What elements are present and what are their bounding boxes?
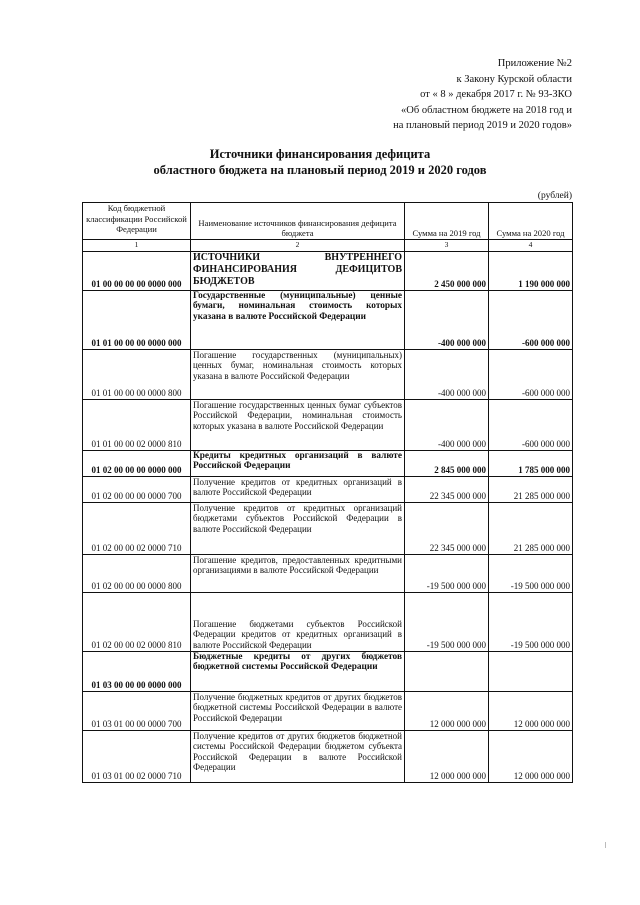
row-name: Получение кредитов от других бюджетов бюджетной системы Российской Федерации бюджетом субъекта Российской Федерации в валюте Российской Федерации xyxy=(191,730,405,782)
header-sum-2020: Сумма на 2020 год xyxy=(489,203,573,240)
row-sum-2020: -600 000 000 xyxy=(489,290,573,349)
table-row xyxy=(83,554,573,592)
row-code: 01 01 00 00 00 0000 800 xyxy=(83,349,191,399)
row-name: Бюджетные кредиты от других бюджетов бюджетной системы Российской Федерации xyxy=(191,651,405,691)
row-name: Погашение государственных ценных бумаг субъектов Российской Федерации, номинальная стоимость которых указана в валюте Российской Федерации xyxy=(191,399,405,450)
row-sum-2020: 21 285 000 000 xyxy=(489,476,573,502)
header-code: Код бюджетной классификации Российской Федерации xyxy=(83,203,191,240)
title-line: областного бюджета на плановый период 2019 и 2020 годов xyxy=(153,163,487,177)
row-sum-2019: 12 000 000 000 xyxy=(405,730,489,782)
row-sum-2019: -400 000 000 xyxy=(405,399,489,450)
appendix-block xyxy=(312,56,572,134)
row-sum-2019: 22 345 000 000 xyxy=(405,502,489,554)
table-row xyxy=(83,349,573,399)
appendix-line: «Об областном бюджете на 2018 год и xyxy=(401,104,572,116)
row-sum-2020: 21 285 000 000 xyxy=(489,502,573,554)
row-sum-2020: -600 000 000 xyxy=(489,399,573,450)
row-sum-2020: 12 000 000 000 xyxy=(489,691,573,730)
header-sum-2019: Сумма на 2019 год xyxy=(405,203,489,240)
table-row xyxy=(83,502,573,554)
row-sum-2019: 2 845 000 000 xyxy=(405,450,489,476)
row-name: Погашение кредитов, предоставленных кредитными организациями в валюте Российской Федерации xyxy=(191,554,405,592)
row-sum-2020: -19 500 000 000 xyxy=(489,554,573,592)
row-name: Кредиты кредитных организаций в валюте Российской Федерации xyxy=(191,450,405,476)
table-row xyxy=(83,450,573,476)
row-sum-2019: 12 000 000 000 xyxy=(405,691,489,730)
row-name: Государственные (муниципальные) ценные бумаги, номинальная стоимость которых указана в валюте Российской Федерации xyxy=(191,290,405,349)
row-code: 01 03 01 00 02 0000 710 xyxy=(83,730,191,782)
column-number: 1 xyxy=(83,240,191,252)
title-line: Источники финансирования дефицита xyxy=(209,147,431,161)
table-row xyxy=(83,290,573,349)
row-code: 01 02 00 00 02 0000 810 xyxy=(83,592,191,651)
appendix-line: на плановый период 2019 и 2020 годов» xyxy=(393,120,572,131)
row-name: Получение кредитов от кредитных организаций в валюте Российской Федерации xyxy=(191,476,405,502)
row-code: 01 02 00 00 02 0000 710 xyxy=(83,502,191,554)
row-sum-2019: -400 000 000 xyxy=(405,290,489,349)
column-number: 3 xyxy=(405,240,489,252)
row-name: ИСТОЧНИКИ ВНУТРЕННЕГО ФИНАНСИРОВАНИЯ ДЕФИЦИТОВ БЮДЖЕТОВ xyxy=(191,251,405,290)
row-code: 01 03 01 00 00 0000 700 xyxy=(83,691,191,730)
row-sum-2019 xyxy=(405,651,489,691)
row-sum-2020: 1 190 000 000 xyxy=(489,251,573,290)
row-name: Получение бюджетных кредитов от других бюджетов бюджетной системы Российской Федерации в валюте Российской Федерации xyxy=(191,691,405,730)
column-number: 4 xyxy=(489,240,573,252)
table-row xyxy=(83,651,573,691)
row-name: Получение кредитов от кредитных организаций бюджетами субъектов Российской Федерации в валюте Российской Федерации xyxy=(191,502,405,554)
row-sum-2020: -600 000 000 xyxy=(489,349,573,399)
table-header-row xyxy=(83,203,573,240)
row-sum-2019: -19 500 000 000 xyxy=(405,592,489,651)
units-label: (рублей) xyxy=(537,191,572,201)
row-sum-2019: -19 500 000 000 xyxy=(405,554,489,592)
row-code: 01 02 00 00 00 0000 700 xyxy=(83,476,191,502)
row-sum-2020 xyxy=(489,651,573,691)
row-sum-2019: -400 000 000 xyxy=(405,349,489,399)
row-name: Погашение государственных (муниципальных) ценных бумаг, номинальная стоимость которых указана в валюте Российской Федерации xyxy=(191,349,405,399)
table-row xyxy=(83,251,573,290)
table-row xyxy=(83,730,573,782)
header-name: Наименование источников финансирования дефицита бюджета xyxy=(191,203,405,240)
row-code: 01 02 00 00 00 0000 800 xyxy=(83,554,191,592)
column-number-row xyxy=(83,240,573,252)
row-sum-2020: 12 000 000 000 xyxy=(489,730,573,782)
column-number: 2 xyxy=(191,240,405,252)
row-sum-2020: -19 500 000 000 xyxy=(489,592,573,651)
financing-sources-table xyxy=(82,202,573,783)
row-code: 01 03 00 00 00 0000 000 xyxy=(83,651,191,691)
row-sum-2020: 1 785 000 000 xyxy=(489,450,573,476)
table-row xyxy=(83,399,573,450)
appendix-line: от « 8 » декабря 2017 г. № 93-ЗКО xyxy=(420,89,572,100)
row-code: 01 01 00 00 02 0000 810 xyxy=(83,399,191,450)
row-name: Погашение бюджетами субъектов Российской Федерации кредитов от кредитных организаций в валюте Российской Федерации xyxy=(191,592,405,651)
row-sum-2019: 22 345 000 000 xyxy=(405,476,489,502)
row-code: 01 02 00 00 00 0000 000 xyxy=(83,450,191,476)
document-title xyxy=(0,146,640,178)
appendix-line: Приложение №2 xyxy=(497,58,572,69)
row-code: 01 01 00 00 00 0000 000 xyxy=(83,290,191,349)
table-row xyxy=(83,476,573,502)
table-row xyxy=(83,592,573,651)
scan-mark xyxy=(605,842,606,848)
row-sum-2019: 2 450 000 000 xyxy=(405,251,489,290)
row-code: 01 00 00 00 00 0000 000 xyxy=(83,251,191,290)
table-row xyxy=(83,691,573,730)
appendix-line: к Закону Курской области xyxy=(456,73,572,85)
